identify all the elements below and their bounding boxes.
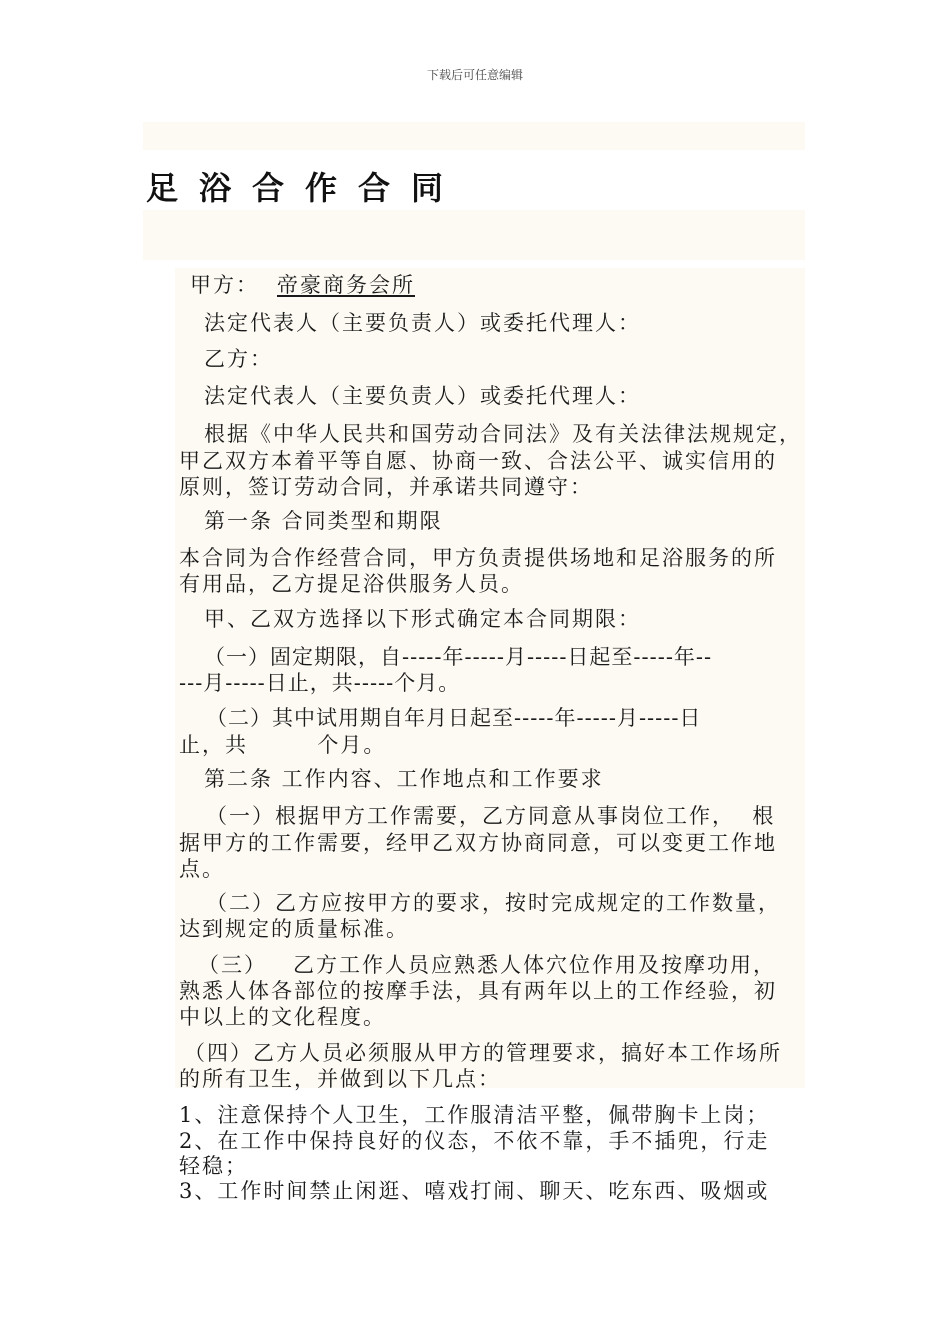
- party-b-representative: 法定代表人（主要负责人）或委托代理人：: [204, 384, 641, 408]
- probation-line-1: （二）其中试用期自年月日起至-----年-----月-----日: [206, 706, 702, 730]
- article2-item1-line-1: （一）根据甲方工作需要，乙方同意从事岗位工作， 根: [206, 804, 776, 828]
- article2-item3-line-2: 熟悉人体各部位的按摩手法，具有两年以上的工作经验，初: [179, 979, 777, 1003]
- intro-line-2: 甲乙双方本着平等自愿、协商一致、合法公平、诚实信用的: [179, 449, 777, 473]
- article2-item4-line-2: 的所有卫生，并做到以下几点：: [179, 1067, 501, 1091]
- article2-item3-line-3: 中以上的文化程度。: [179, 1005, 386, 1029]
- article2-item2-line-1: （二）乙方应按甲方的要求，按时完成规定的工作数量，: [206, 891, 781, 915]
- party-a-label: 甲方：: [190, 273, 259, 297]
- article2-item3-line-1: （三） 乙方工作人员应熟悉人体穴位作用及按摩功用，: [198, 953, 777, 977]
- article2-item1-line-3: 点。: [179, 857, 225, 881]
- article2-item1-line-2: 据甲方的工作需要，经甲乙双方协商同意，可以变更工作地: [179, 831, 777, 855]
- rule-2-line-1: 2、在工作中保持良好的仪态，不依不靠，手不插兜，行走: [179, 1129, 770, 1153]
- page-title: 足浴合作合同: [146, 169, 465, 207]
- probation-line-2: 止，共 个月。: [179, 733, 387, 757]
- intro-line-3: 原则，签订劳动合同，并承诺共同遵守：: [179, 475, 593, 499]
- rule-2-line-2: 轻稳；: [179, 1154, 248, 1178]
- background-band-title: [143, 210, 805, 260]
- article1-body-1: 本合同为合作经营合同，甲方负责提供场地和足浴服务的所: [179, 546, 777, 570]
- article2-item2-line-2: 达到规定的质量标准。: [179, 917, 409, 941]
- intro-line-1: 根据《中华人民共和国劳动合同法》及有关法律法规规定，: [204, 422, 802, 446]
- fixed-term-line-2: ---月-----日止，共-----个月。: [179, 671, 461, 695]
- article1-body-2: 有用品，乙方提足浴供服务人员。: [179, 572, 524, 596]
- party-a-value: 帝豪商务会所: [277, 273, 415, 297]
- rule-1: 1、注意保持个人卫生，工作服清洁平整，佩带胸卡上岗；: [179, 1103, 770, 1127]
- party-a-line: [190, 271, 415, 299]
- article2-title: 第二条 工作内容、工作地点和工作要求: [204, 767, 604, 791]
- article1-title: 第一条 合同类型和期限: [204, 509, 443, 533]
- party-b-line: 乙方：: [204, 347, 273, 371]
- header-note: 下载后可任意编辑: [426, 68, 523, 82]
- fixed-term-line-1: （一）固定期限，自-----年-----月-----日起至-----年--: [204, 645, 713, 669]
- article1-choice: 甲、乙双方选择以下形式确定本合同期限：: [204, 607, 641, 631]
- article2-item4-line-1: （四）乙方人员必须服从甲方的管理要求，搞好本工作场所: [184, 1041, 782, 1065]
- party-a-representative: 法定代表人（主要负责人）或委托代理人：: [204, 311, 641, 335]
- rule-3-line-1: 3、工作时间禁止闲逛、嘻戏打闹、聊天、吃东西、吸烟或: [179, 1179, 770, 1203]
- background-band-top: [143, 122, 805, 150]
